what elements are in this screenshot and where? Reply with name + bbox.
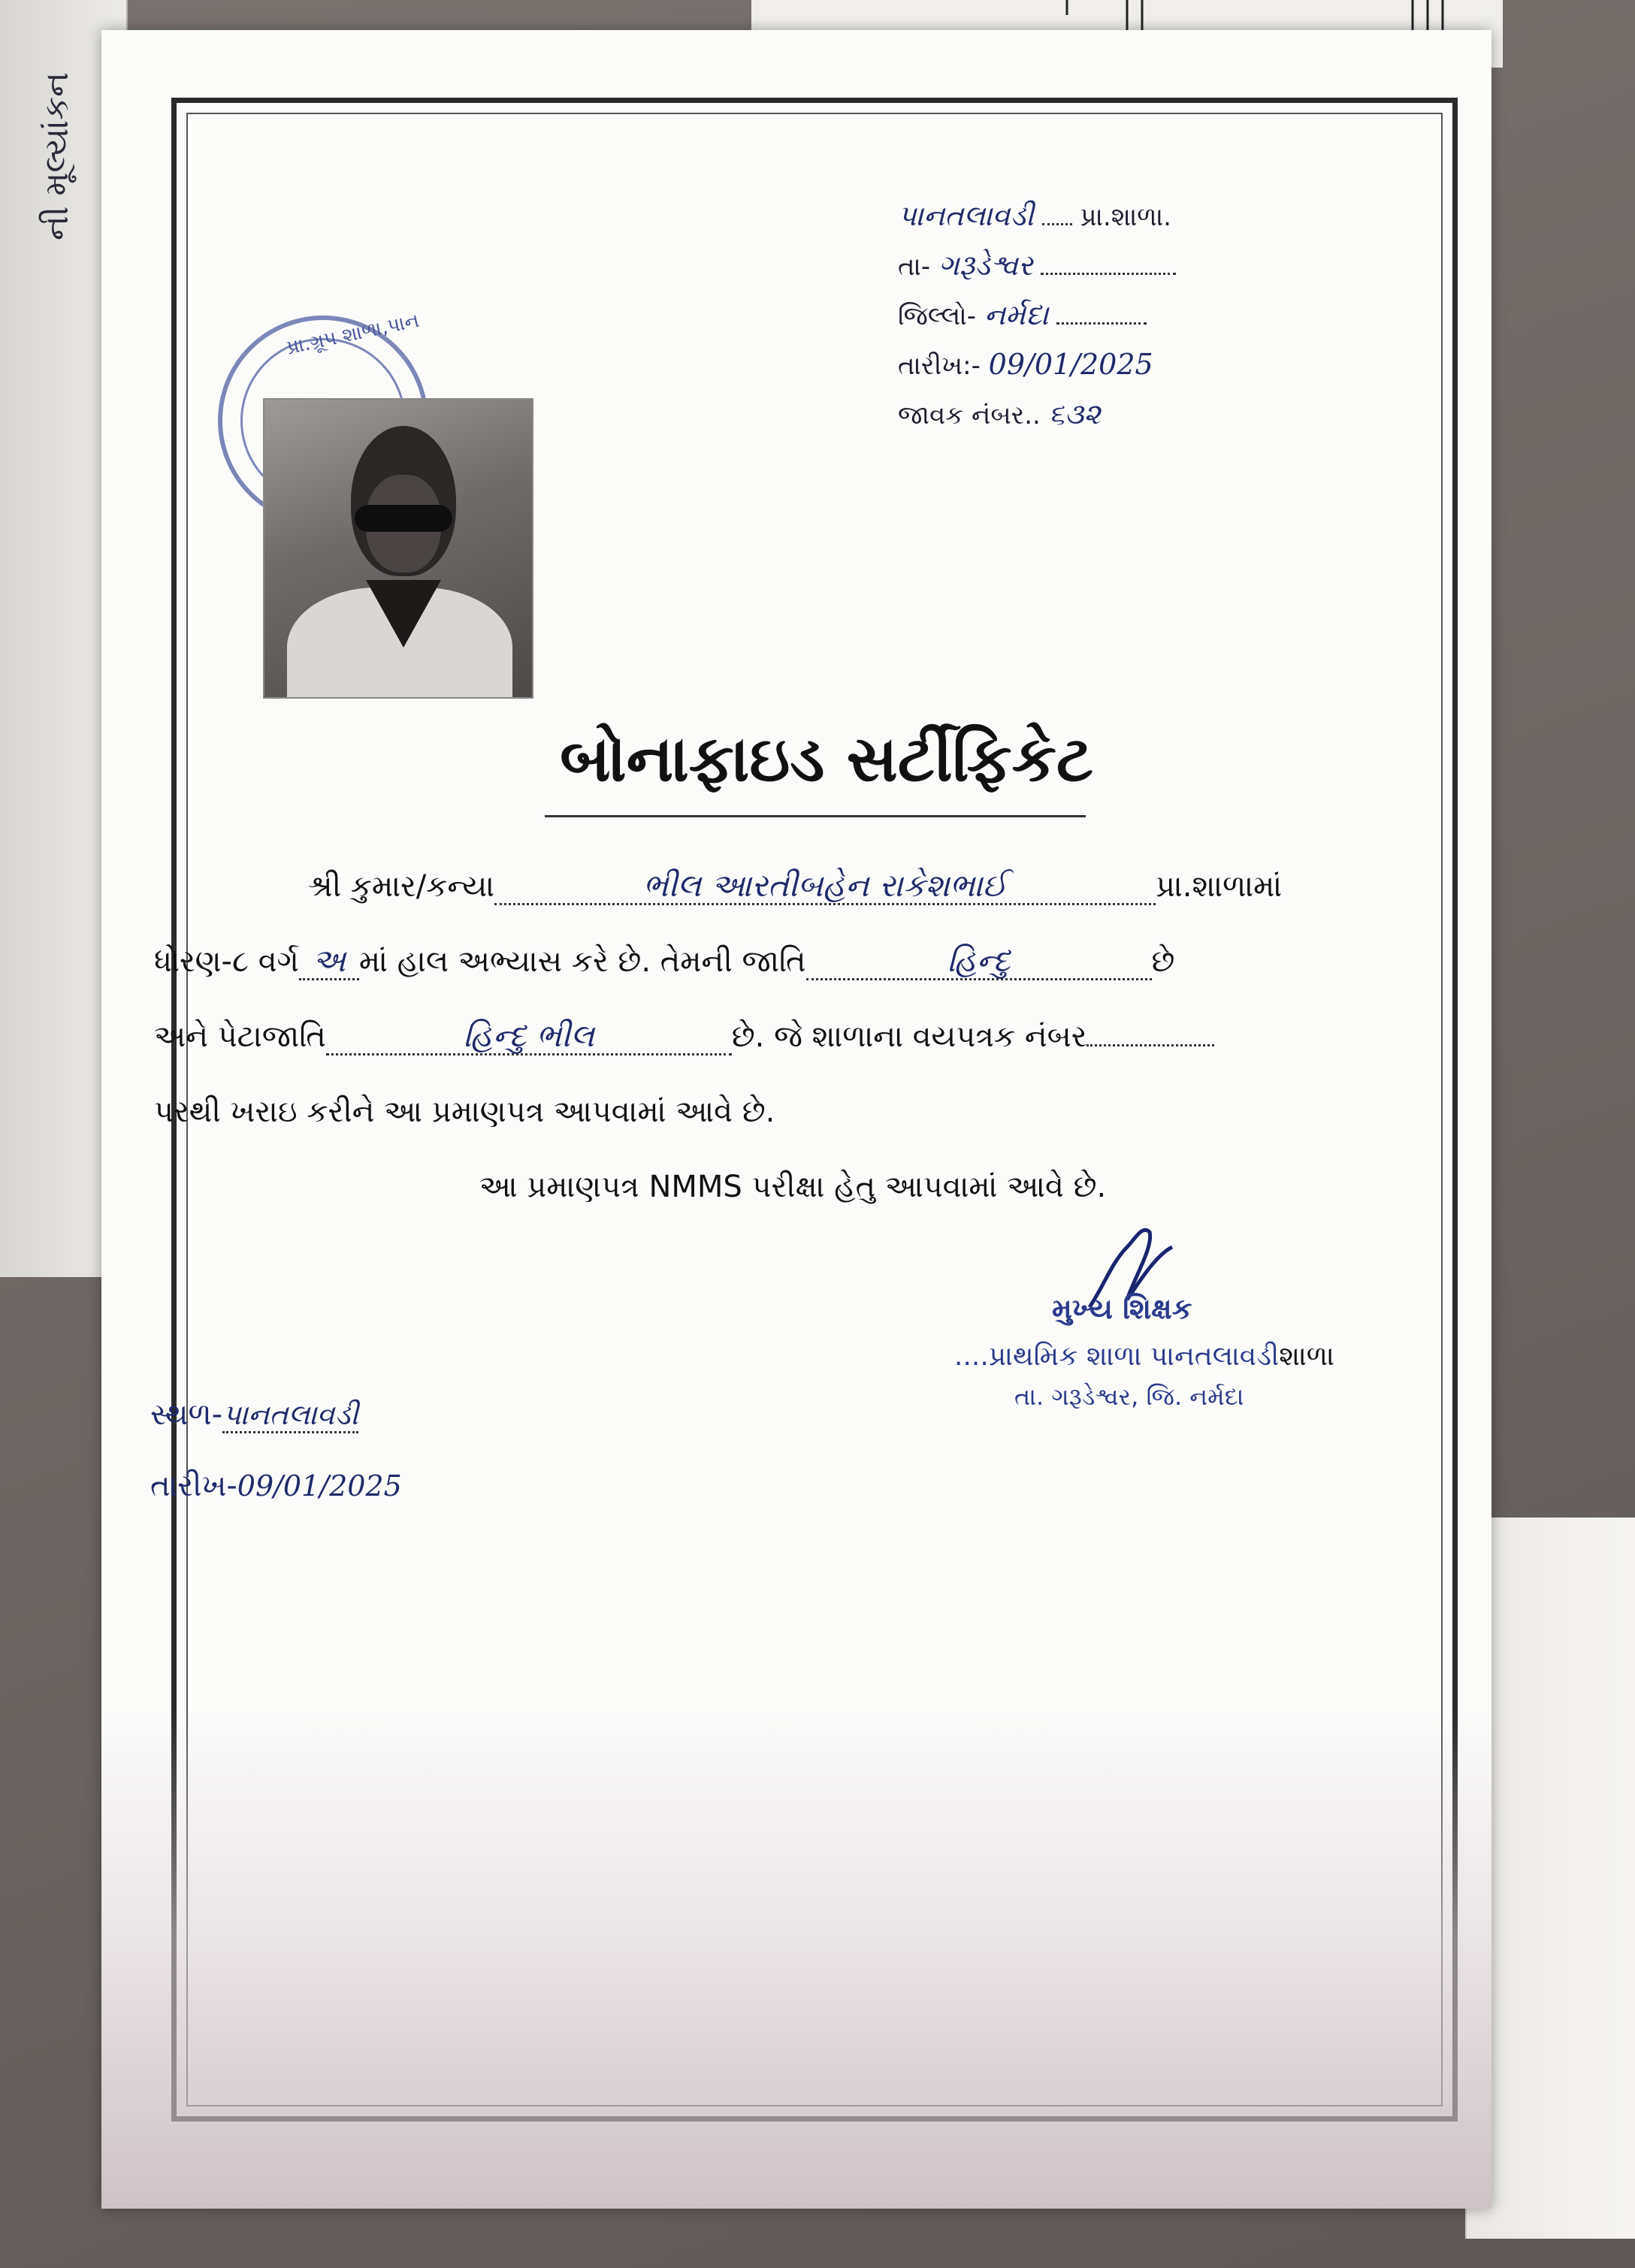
school-name: પાનતલાવડી	[898, 199, 1034, 232]
body-line-2	[154, 924, 1431, 999]
student-name-field	[494, 869, 1156, 905]
subcaste-field	[326, 1019, 732, 1055]
text-school-suffix: પ્રા.શાળામાં	[1156, 869, 1283, 904]
date-line	[150, 1469, 402, 1503]
text-std-prefix: ધોરણ-૮ વર્ગ	[154, 944, 299, 979]
body-line-3	[154, 999, 1431, 1074]
date-row	[898, 340, 1379, 390]
text-is: છે	[1151, 944, 1175, 979]
dotted-line	[1056, 302, 1147, 325]
date-line-label: તારીખ-	[150, 1469, 237, 1503]
place-line	[150, 1397, 358, 1432]
text-purpose: આ પ્રમાણપત્ર NMMS પરીક્ષા હેતુ આપવામાં આવે છે.	[479, 1170, 1107, 1204]
body-line-1	[154, 849, 1431, 924]
text-verification: પરથી ખરાઇ કરીને આ પ્રમાણપત્ર આપવામાં આવે છે.	[154, 1095, 775, 1129]
title-underline	[545, 815, 1086, 817]
class-section-field	[299, 944, 359, 980]
text-register-number: છે. જે શાળાના વયપત્રક નંબર	[731, 1019, 1087, 1054]
outward-row	[898, 390, 1379, 439]
school-name-stamp: ....પ્રાથમિક શાળા પાનતલાવડી	[954, 1341, 1280, 1372]
taluka-label: તા-	[898, 252, 931, 282]
headmaster-title: મુખ્ય શિક્ષક	[1052, 1292, 1192, 1325]
headmaster-address: તા. ગરૂડેશ્વર, જિ. નર્મદા	[1014, 1382, 1244, 1411]
place-label: સ્થળ-	[150, 1397, 223, 1432]
photo-sunglasses	[355, 505, 452, 532]
dotted-line	[1042, 203, 1072, 225]
body-line-4	[154, 1074, 1431, 1149]
certificate-body	[154, 849, 1431, 1225]
date-value: 09/01/2025	[988, 348, 1153, 381]
side-label: ની મૂલ્યાંકન	[38, 72, 76, 240]
district-row	[898, 291, 1379, 340]
stamp-text: પ્રા.ગ્રૂપ શાળા,પાન	[284, 309, 422, 360]
district-label: જિલ્લો-	[898, 301, 977, 331]
register-number-field	[1086, 1044, 1214, 1046]
school-word: શાળા	[1279, 1341, 1334, 1372]
class-section: અ	[312, 942, 346, 979]
date-label: તારીખ:-	[898, 351, 981, 381]
caste: હિન્દુ	[947, 942, 1011, 979]
school-suffix: પ્રા.શાળા.	[1080, 202, 1171, 232]
school-name-row	[898, 192, 1379, 241]
subcaste: હિન્દુ ભીલ	[463, 1017, 595, 1054]
outward-label: જાવક નંબર..	[898, 400, 1041, 430]
taluka-value: ગરૂડેશ્વર	[938, 249, 1033, 282]
text-subcaste-prefix: અને પેટાજાતિ	[154, 1019, 326, 1054]
headmaster-school	[954, 1341, 1334, 1373]
text-student-prefix: શ્રી કુમાર/કન્યા	[308, 869, 495, 904]
student-photo	[263, 398, 533, 699]
caste-field	[806, 944, 1152, 980]
taluka-row	[898, 241, 1379, 291]
place-value: પાનતલાવડી	[222, 1398, 358, 1433]
dotted-line	[1041, 252, 1176, 275]
date-line-value: 09/01/2025	[237, 1469, 402, 1502]
certificate-header	[898, 192, 1379, 439]
district-value: નર્મદા	[984, 298, 1049, 331]
text-studying: માં હાલ અભ્યાસ કરે છે. તેમની જાતિ	[358, 944, 806, 979]
outward-value: ૬૩૨	[1048, 397, 1101, 430]
certificate-title: બોનાફાઇડ સર્ટીફિકેટ	[560, 721, 1093, 796]
student-name: ભીલ આરતીબહેન રાકેશભાઈ	[642, 867, 1008, 904]
body-line-5	[154, 1149, 1431, 1225]
